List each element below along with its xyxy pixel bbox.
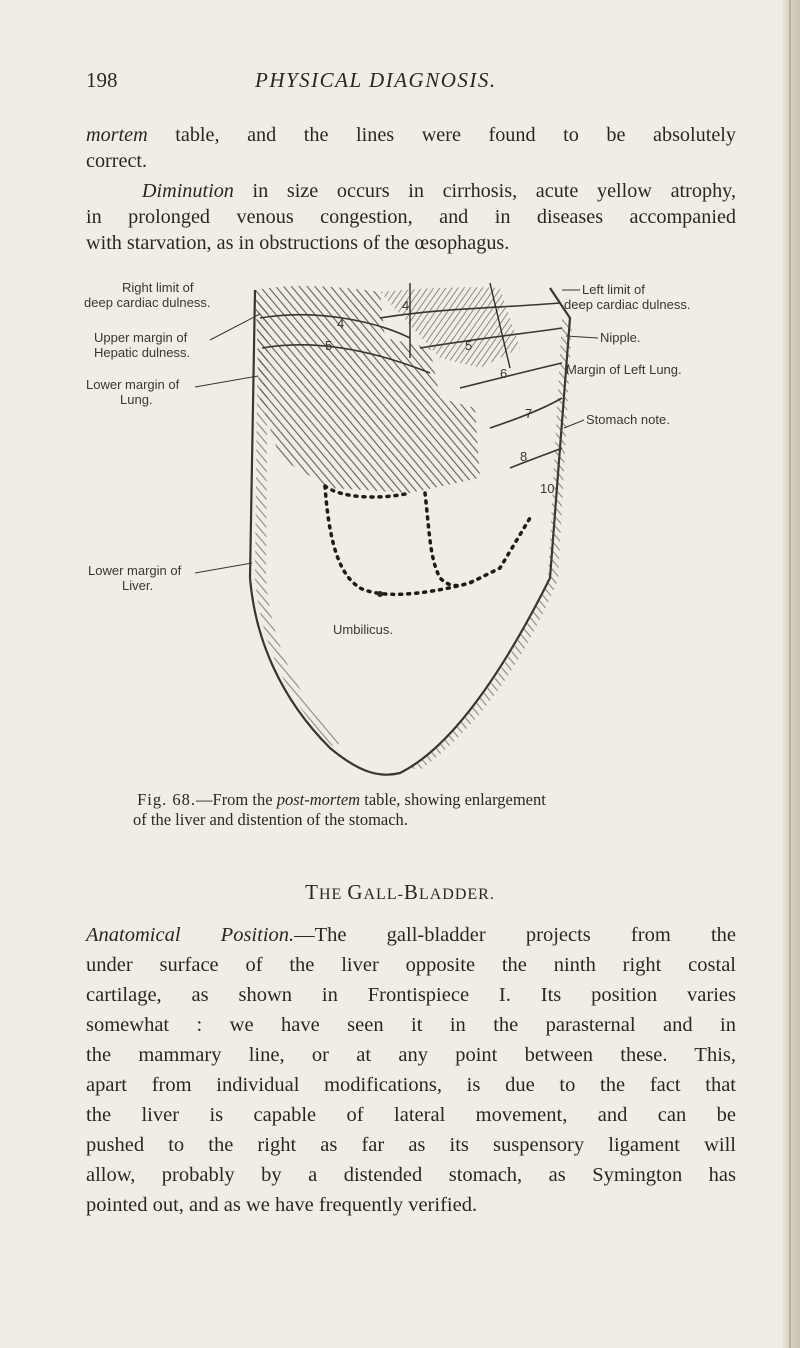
stomach-dotted-outline [325, 486, 530, 594]
heading-part: B [403, 880, 419, 904]
figure-number: Fig. 68. [137, 790, 197, 809]
anatomical-figure [80, 278, 770, 778]
rib-number: 10 [540, 481, 555, 496]
pointer-line [195, 563, 252, 573]
umbilicus-mark [377, 591, 383, 597]
label-lower-liver: Lower margin of [88, 563, 182, 578]
text-line: pushed to the right as far as its suspensory ligament will [86, 1134, 736, 1156]
pointer-line [195, 376, 258, 387]
italic-term: mortem [86, 124, 148, 146]
text-span: in size occurs in cirrhosis, acute yellow atrophy, [252, 180, 736, 202]
label-margin-left-lung: Margin of Left Lung. [566, 362, 682, 377]
heading-part: LADDER. [418, 886, 495, 903]
heading-part: ALL- [363, 886, 404, 903]
paragraph-1 [86, 122, 736, 174]
text-line: correct. [86, 150, 148, 172]
text-line: somewhat : we have seen it in the parasternal and in [86, 1014, 736, 1036]
text-line: under surface of the liver opposite the ninth right costal [86, 954, 736, 976]
label-stomach-note: Stomach note. [586, 412, 670, 427]
text-line [86, 178, 736, 204]
rib-number: 4 [402, 298, 410, 313]
text-line: allow, probably by a distended stomach, as Symington has [86, 1164, 736, 1186]
label-umbilicus: Umbilicus. [333, 622, 393, 637]
rib-number: 5 [465, 338, 473, 353]
text-line: the liver is capable of lateral movement, and can be [86, 1104, 736, 1126]
label-lower-lung: Lower margin of [86, 377, 180, 392]
text-span: —From the [196, 790, 277, 809]
text-line: with starvation, as in obstructions of the œsophagus. [86, 232, 510, 254]
text-line [86, 920, 736, 950]
figure-caption [133, 790, 733, 830]
text-line: in prolonged venous congestion, and in diseases accompanied [86, 206, 736, 228]
rib-number: 7 [525, 406, 533, 421]
text-span: —The gall-bladder projects from the [294, 924, 736, 946]
label-upper-hepatic: Hepatic dulness. [94, 345, 191, 360]
text-line [86, 122, 736, 148]
text-line: apart from individual modifications, is due to the fact that [86, 1074, 736, 1096]
rib-number: 6 [500, 366, 508, 381]
torso-diagram [80, 278, 770, 778]
heading-part: HE [318, 886, 348, 903]
caption-line: of the liver and distention of the stomach. [133, 810, 408, 829]
running-head: PHYSICAL DIAGNOSIS. [255, 68, 497, 92]
italic-term: Anatomical Position. [86, 924, 295, 946]
paragraph-3 [86, 920, 736, 1220]
text-line: cartilage, as shown in Frontispiece I. Its position varies [86, 984, 736, 1006]
label-left-limit: Left limit of [582, 282, 645, 297]
heading-part: G [347, 880, 364, 904]
label-left-limit: deep cardiac dulness. [564, 297, 691, 312]
rib-number: 4 [337, 316, 345, 331]
rib-number: 5 [325, 338, 333, 353]
heading-part: T [305, 880, 319, 904]
page-number: 198 [86, 68, 118, 92]
caption-line [133, 790, 733, 810]
text-line: the mammary line, or at any point between these. This, [86, 1044, 736, 1066]
rib-number: 8 [520, 449, 528, 464]
italic-term: Diminution [141, 180, 234, 202]
section-heading [0, 880, 800, 905]
page-header [0, 68, 800, 108]
label-lower-liver: Liver. [122, 578, 154, 593]
text-span: table, showing enlargement [360, 790, 546, 809]
italic-term: post-mortem [276, 790, 361, 809]
paragraph-2 [86, 178, 736, 256]
label-right-limit: Right limit of [122, 280, 194, 295]
page-edge [782, 0, 800, 1348]
label-upper-hepatic: Upper margin of [94, 330, 188, 345]
text-span: table, and the lines were found to be absolutely [175, 124, 736, 146]
label-lower-lung: Lung. [120, 392, 153, 407]
text-line: pointed out, and as we have frequently verified. [86, 1194, 478, 1216]
label-right-limit: deep cardiac dulness. [84, 295, 211, 310]
pointer-line [564, 420, 584, 428]
label-nipple: Nipple. [600, 330, 641, 345]
pointer-line [210, 314, 260, 340]
